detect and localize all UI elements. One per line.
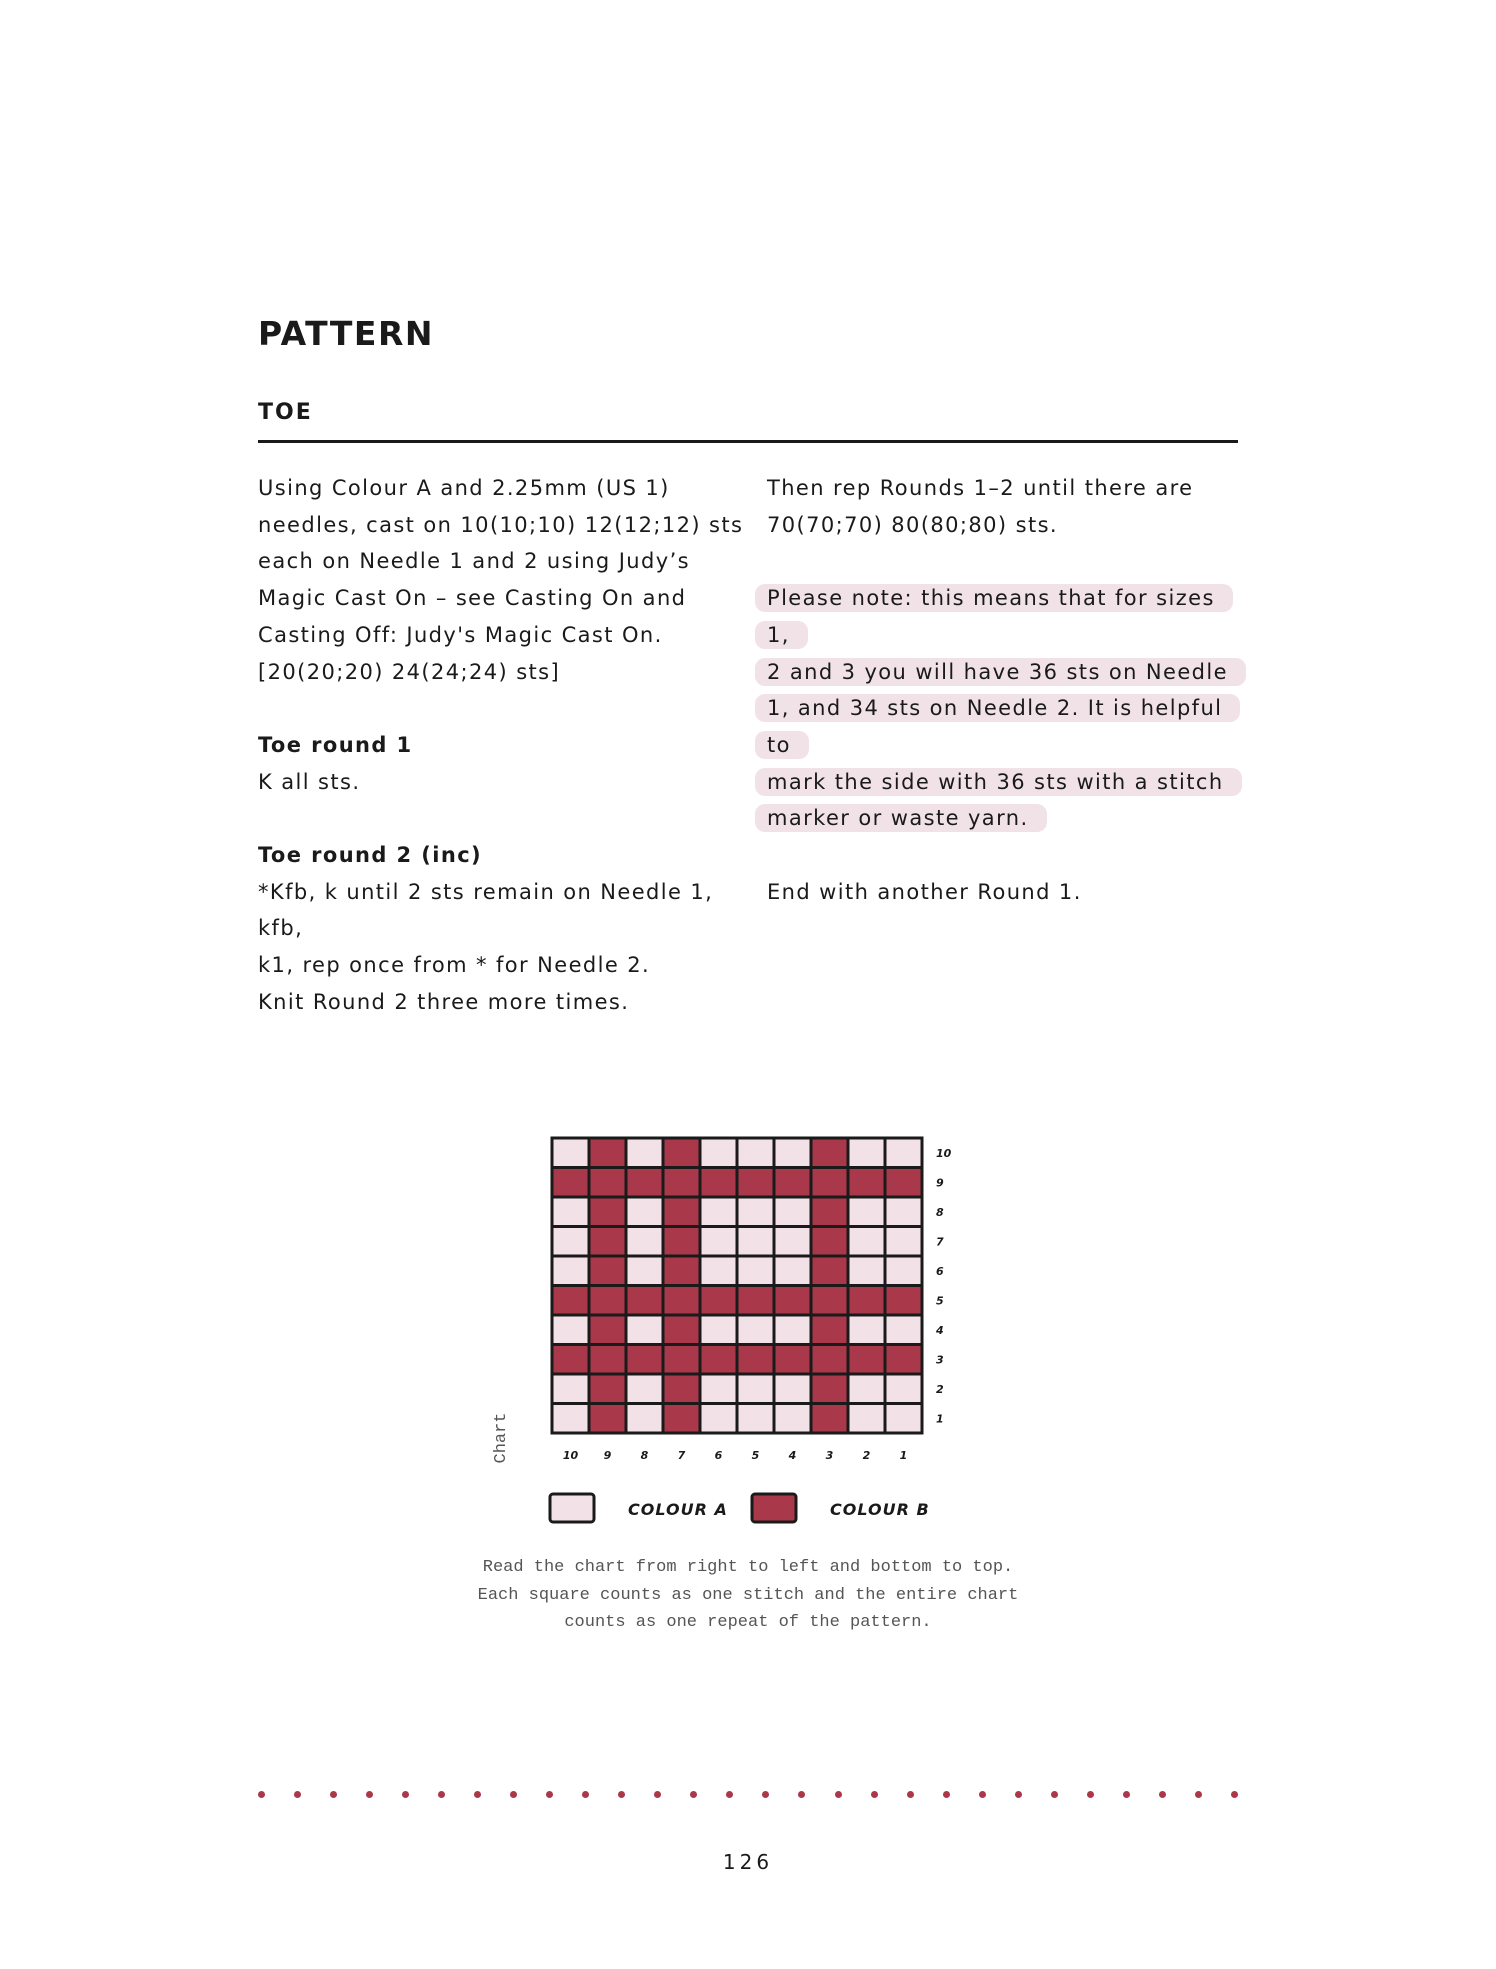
caption-line: Read the chart from right to left and bottom to top. <box>482 1558 1014 1577</box>
chart-cell <box>848 1374 885 1404</box>
note-line: mark the side with 36 sts with a stitch <box>755 768 1242 796</box>
chart-cell <box>737 1374 774 1404</box>
chart-cell <box>737 1168 774 1198</box>
chart-cell <box>811 1286 848 1316</box>
chart-row-label: 1 <box>936 1412 944 1426</box>
chart-cell <box>774 1227 811 1257</box>
decorative-dot <box>835 1791 842 1798</box>
legend-swatch <box>550 1494 594 1522</box>
chart-cell <box>626 1345 663 1375</box>
chart-col-label: 10 <box>562 1449 579 1462</box>
chart-cell <box>589 1286 626 1316</box>
section-divider <box>258 440 1238 443</box>
decorative-dot <box>1015 1791 1022 1798</box>
chart-cell <box>737 1315 774 1345</box>
chart-cell <box>552 1256 589 1286</box>
chart-cell <box>737 1345 774 1375</box>
chart-cell <box>737 1286 774 1316</box>
chart-title: Chart <box>492 1412 511 1464</box>
chart-cell <box>663 1168 700 1198</box>
chart-row-label: 4 <box>936 1323 944 1337</box>
chart-cell <box>626 1227 663 1257</box>
chart-cell <box>589 1197 626 1227</box>
chart-cell <box>885 1404 922 1434</box>
chart-cell <box>700 1404 737 1434</box>
decorative-dot <box>654 1791 661 1798</box>
chart-cell <box>737 1197 774 1227</box>
chart-cell <box>663 1197 700 1227</box>
decorative-dot <box>979 1791 986 1798</box>
chart-cell <box>700 1227 737 1257</box>
legend-label: COLOUR A <box>628 1500 728 1519</box>
chart-cell <box>700 1315 737 1345</box>
legend-label: COLOUR B <box>830 1500 930 1519</box>
chart-cell <box>700 1345 737 1375</box>
decorative-dot <box>582 1791 589 1798</box>
chart-cell <box>885 1286 922 1316</box>
chart-cell <box>737 1138 774 1168</box>
round1-title: Toe round 1 <box>258 732 413 757</box>
chart-cell <box>626 1168 663 1198</box>
colourwork-chart <box>470 1120 990 1530</box>
decorative-dot <box>762 1791 769 1798</box>
page-title: PATTERN <box>258 314 434 353</box>
chart-row-label: 8 <box>936 1205 944 1219</box>
chart-cell <box>626 1138 663 1168</box>
decorative-dot <box>798 1791 805 1798</box>
chart-cell <box>737 1227 774 1257</box>
chart-cell <box>848 1227 885 1257</box>
chart-cell <box>626 1256 663 1286</box>
chart-cell <box>589 1374 626 1404</box>
chart-row-label: 2 <box>936 1382 944 1396</box>
chart-cell <box>552 1138 589 1168</box>
chart-row-label: 9 <box>936 1176 944 1190</box>
chart-cell <box>663 1227 700 1257</box>
decorative-dot <box>510 1791 517 1798</box>
intro-line: Magic Cast On – see Casting On and <box>258 586 687 611</box>
chart-cell <box>552 1404 589 1434</box>
chart-cell <box>885 1197 922 1227</box>
chart-cell <box>663 1345 700 1375</box>
chart-col-label: 8 <box>640 1449 649 1462</box>
chart-cell <box>737 1256 774 1286</box>
note-line: marker or waste yarn. <box>755 804 1047 832</box>
chart-cell <box>663 1256 700 1286</box>
chart-cell <box>589 1315 626 1345</box>
chart-cell <box>626 1286 663 1316</box>
legend-swatch <box>752 1494 796 1522</box>
chart-cell <box>774 1256 811 1286</box>
decorative-dot <box>366 1791 373 1798</box>
chart-cell <box>663 1286 700 1316</box>
round2-line: k1, rep once from * for Needle 2. <box>258 953 651 978</box>
chart-cell <box>774 1345 811 1375</box>
chart-row-label: 3 <box>936 1353 944 1367</box>
chart-cell <box>885 1256 922 1286</box>
chart-cell <box>552 1345 589 1375</box>
decorative-dot <box>1123 1791 1130 1798</box>
chart-cell <box>774 1286 811 1316</box>
note-line: 2 and 3 you will have 36 sts on Needle <box>755 658 1246 686</box>
section-title: TOE <box>258 400 313 425</box>
round2-line: Knit Round 2 three more times. <box>258 989 630 1014</box>
intro-line: each on Needle 1 and 2 using Judy’s <box>258 549 690 574</box>
chart-cell <box>663 1374 700 1404</box>
decorative-dot <box>258 1791 265 1798</box>
decorative-dot-border <box>258 1789 1238 1799</box>
chart-cell <box>700 1168 737 1198</box>
chart-col-label: 5 <box>751 1449 760 1462</box>
chart-cell <box>589 1227 626 1257</box>
right-column <box>767 470 1247 910</box>
chart-cell <box>700 1286 737 1316</box>
chart-col-label: 2 <box>862 1449 871 1462</box>
caption-line: counts as one repeat of the pattern. <box>564 1613 932 1632</box>
intro-line: Using Colour A and 2.25mm (US 1) <box>258 476 670 500</box>
chart-cell <box>774 1197 811 1227</box>
intro-line: [20(20;20) 24(24;24) sts] <box>258 659 561 684</box>
decorative-dot <box>943 1791 950 1798</box>
repeat-line: Then rep Rounds 1–2 until there are <box>767 476 1194 500</box>
decorative-dot <box>1231 1791 1238 1798</box>
decorative-dot <box>438 1791 445 1798</box>
chart-cell <box>589 1168 626 1198</box>
chart-cell <box>774 1315 811 1345</box>
chart-cell <box>848 1168 885 1198</box>
decorative-dot <box>1195 1791 1202 1798</box>
chart-caption <box>398 1554 1098 1637</box>
decorative-dot <box>330 1791 337 1798</box>
chart-row-label: 7 <box>936 1235 944 1249</box>
chart-cell <box>811 1168 848 1198</box>
chart-cell <box>848 1404 885 1434</box>
chart-col-label: 7 <box>677 1449 686 1462</box>
chart-cell <box>811 1374 848 1404</box>
chart-cell <box>700 1197 737 1227</box>
chart-cell <box>552 1315 589 1345</box>
chart-cell <box>811 1138 848 1168</box>
decorative-dot <box>618 1791 625 1798</box>
chart-cell <box>811 1256 848 1286</box>
chart-col-label: 9 <box>603 1449 612 1462</box>
chart-col-label: 6 <box>714 1449 723 1462</box>
page-number: 126 <box>722 1850 774 1874</box>
round2-line: *Kfb, k until 2 sts remain on Needle 1, kfb, <box>258 879 714 941</box>
chart-cell <box>811 1315 848 1345</box>
chart-cell <box>626 1404 663 1434</box>
chart-cell <box>626 1315 663 1345</box>
chart-cell <box>774 1374 811 1404</box>
chart-row-label: 6 <box>936 1264 944 1278</box>
chart-cell <box>811 1227 848 1257</box>
chart-cell <box>885 1345 922 1375</box>
round1-text: K all sts. <box>258 769 361 794</box>
chart-cell <box>774 1168 811 1198</box>
chart-col-label: 4 <box>788 1449 797 1462</box>
chart-cell <box>589 1404 626 1434</box>
chart-cell <box>663 1404 700 1434</box>
decorative-dot <box>1087 1791 1094 1798</box>
chart-cell <box>552 1374 589 1404</box>
chart-cell <box>885 1138 922 1168</box>
chart-cell <box>700 1256 737 1286</box>
decorative-dot <box>907 1791 914 1798</box>
chart-cell <box>848 1138 885 1168</box>
chart-cell <box>552 1197 589 1227</box>
decorative-dot <box>871 1791 878 1798</box>
chart-cell <box>885 1315 922 1345</box>
round2-title: Toe round 2 (inc) <box>258 843 483 867</box>
chart-cell <box>700 1374 737 1404</box>
chart-cell <box>663 1315 700 1345</box>
chart-cell <box>848 1256 885 1286</box>
chart-cell <box>589 1256 626 1286</box>
chart-cell <box>848 1286 885 1316</box>
decorative-dot <box>546 1791 553 1798</box>
chart-cell <box>774 1404 811 1434</box>
decorative-dot <box>1051 1791 1058 1798</box>
chart-col-label: 3 <box>825 1449 834 1462</box>
chart-row-label: 10 <box>936 1146 952 1160</box>
decorative-dot <box>726 1791 733 1798</box>
chart-cell <box>737 1404 774 1434</box>
chart-cell <box>885 1168 922 1198</box>
chart-cell <box>885 1374 922 1404</box>
chart-cell <box>848 1197 885 1227</box>
chart-cell <box>552 1286 589 1316</box>
repeat-line: 70(70;70) 80(80;80) sts. <box>767 512 1058 537</box>
note-line: 1, and 34 sts on Needle 2. It is helpful to <box>755 694 1240 759</box>
end-text: End with another Round 1. <box>767 879 1082 904</box>
chart-cell <box>626 1197 663 1227</box>
chart-cell <box>811 1404 848 1434</box>
chart-cell <box>700 1138 737 1168</box>
chart-cell <box>626 1374 663 1404</box>
chart-cell <box>811 1345 848 1375</box>
decorative-dot <box>402 1791 409 1798</box>
note-line: Please note: this means that for sizes 1, <box>755 584 1233 649</box>
chart-cell <box>552 1227 589 1257</box>
chart-cell <box>552 1168 589 1198</box>
decorative-dot <box>1159 1791 1166 1798</box>
chart-row-label: 5 <box>936 1294 944 1308</box>
intro-line: needles, cast on 10(10;10) 12(12;12) sts <box>258 512 744 537</box>
caption-line: Each square counts as one stitch and the entire chart <box>477 1585 1019 1605</box>
chart-cell <box>589 1345 626 1375</box>
left-column <box>258 470 753 1021</box>
chart-cell <box>848 1345 885 1375</box>
chart-cell <box>811 1197 848 1227</box>
decorative-dot <box>294 1791 301 1798</box>
chart-cell <box>848 1315 885 1345</box>
chart-col-label: 1 <box>899 1449 908 1462</box>
decorative-dot <box>474 1791 481 1798</box>
chart-cell <box>663 1138 700 1168</box>
chart-cell <box>774 1138 811 1168</box>
decorative-dot <box>690 1791 697 1798</box>
chart-cell <box>589 1138 626 1168</box>
intro-line: Casting Off: Judy's Magic Cast On. <box>258 622 663 647</box>
chart-cell <box>885 1227 922 1257</box>
